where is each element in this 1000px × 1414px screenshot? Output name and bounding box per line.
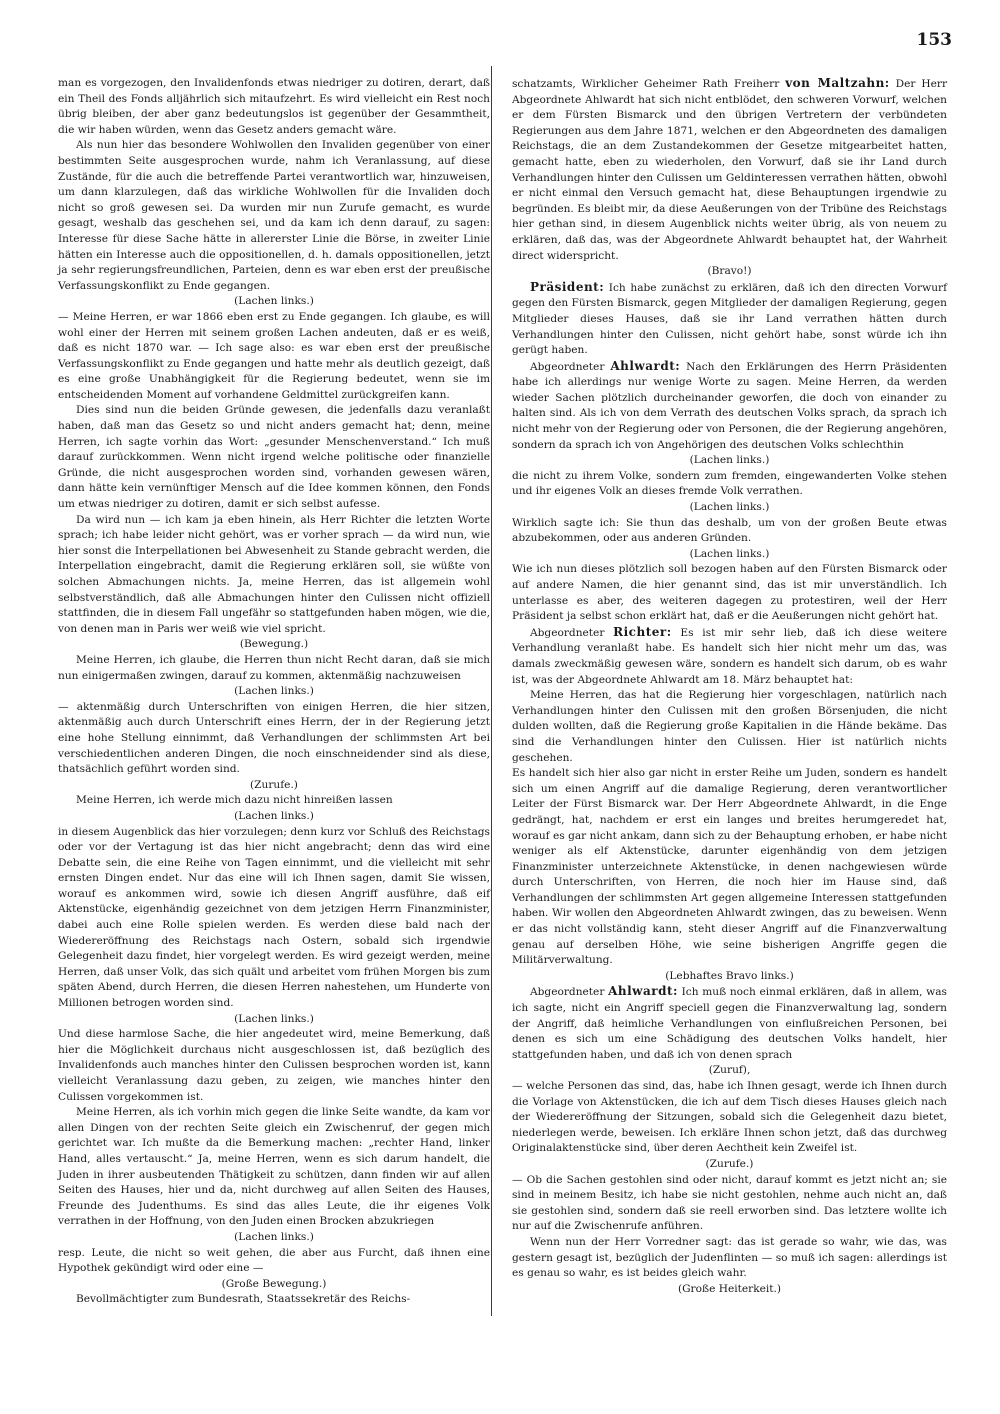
speaker-prefix: Abgeordneter	[530, 360, 611, 373]
paragraph	[512, 76, 947, 264]
interjection: (Lachen links.)	[689, 547, 770, 560]
interjection: (Lachen links.)	[234, 809, 314, 822]
paragraph: Dies sind nun die beiden Gründe gewesen, die jedenfalls dazu veranlaßt haben, daß man das Gesetz so und nicht anders gemacht hat; denn, meine Herren, ich sagte vorhin das Wort: „gesunder Menschenverstand.“ Ich muß darauf zurückkommen. Wenn nicht irgend welche politische oder finanzielle Gründe, die nicht ausgesprochen worden sind, vorhanden gewesen wären, dann hätte kein vernünftiger Mensch auf die Idee kommen können, den Fonds um etwas niedriger zu dotiren, damit er sich selbst aufesse.	[58, 404, 490, 511]
paragraph: die nicht zu ihrem Volke, sondern zum fremden, eingewanderten Volke stehen und ihr eigenes Volk an dieses fremde Volk verrathen.	[512, 469, 947, 498]
paragraph: Wenn nun der Herr Vorredner sagt: das ist gerade so wahr, wie das, was gestern gesagt ist, bezüglich der Judenflinten — so muß ich sagen: allerdings ist es genau so wahr, es ist beides gleich wahr.	[512, 1235, 947, 1280]
paragraph	[512, 625, 947, 688]
paragraph: — Meine Herren, er war 1866 eben erst zu Ende gegangen. Ich glaube, es will wohl einer der Herren mit seinem großen Lachen andeuten, daß er es weiß, daß es nicht 1870 war. — Ich sage also: es war eben erst der preußische Verfassungskonflikt zu Ende gegangen und hatte mehr als deutlich gezeigt, daß es eine große Unabhängigkeit für die Regierung bedeutet, wenn sie im entscheidenden Moment auf vorhandene Geldmittel zurückgreifen kann.	[58, 310, 490, 401]
interjection: (Lachen links.)	[234, 1230, 314, 1243]
speaker-name: Richter:	[613, 624, 672, 639]
paragraph	[512, 984, 947, 1063]
right-column	[512, 76, 947, 1297]
interjection: (Lachen links.)	[689, 501, 770, 514]
paragraph: Meine Herren, ich werde mich dazu nicht hinreißen lassen	[76, 794, 393, 807]
speech-text: Ich muß noch einmal erklären, daß in allem, was ich sagte, nicht ein Angriff speciell gegen die Finanzverwaltung lag, sondern der Angriff, daß heimliche Verhandlungen von einflußreichen Personen, bei denen es sich um eine Schädigung des deutschen Volks handelt, hier stattgefunden haben, und daß ich von denen sprach	[512, 986, 947, 1061]
interjection: (Zurufe.)	[250, 778, 298, 791]
paragraph: Bevollmächtigter zum Bundesrath, Staatssekretär des Reichs-	[76, 1293, 411, 1306]
interjection: (Zurufe.)	[705, 1157, 754, 1170]
speech-text: Nach den Erklärungen des Herrn Präsidenten habe ich allerdings nur wenige Worte zu sagen. Meine Herren, da werden wieder Sachen plötzlich durcheinander geworfen, die doch von einander zu halten sind. Als ich von dem Verrath des deutschen Volks sprach, da sprach ich nicht mehr von der Regierung oder von Personen, die der Regierung angehören, sondern da sprach ich von Angehörigen des deutschen Volks schlechthin	[512, 360, 947, 451]
interjection: (Lachen links.)	[234, 1012, 314, 1025]
page-number: 153	[916, 30, 952, 50]
speaker-prefix: Abgeordneter	[530, 626, 614, 639]
paragraph: in diesem Augenblick das hier vorzulegen; denn kurz vor Schluß des Reichstags oder vor der Vertagung ist das hier nicht angebracht; denn das wird eine Debatte sein, die eine Reihe von Tagen einnimmt, und die vielleicht mit sehr ernsten Dingen endet. Nur das eine will ich Ihnen sagen, damit Sie wissen, worauf es ankommen wird, sowie ich diesen Angriff ausführe, daß eif Aktenstücke, eigenhändig gezeichnet von dem jetzigen Herrn Finanzminister, dabei auch eine Rolle spielen werden. Es werden diese bald nach der Wiedereröffnung des Reichstags nach Ostern, sobald sich irgendwie Gelegenheit dazu findet, hier vorgelegt werden. Es wird gezeigt werden, meine Herren, daß unser Volk, das sich quält und arbeitet vom frühen Morgen bis zum späten Abend, durch Herren, die diesen Herren nahestehen, um Hunderte von Millionen betrogen worden sind.	[58, 825, 490, 1010]
speaker-prefix: Abgeordneter	[530, 986, 609, 999]
interjection: (Lachen links.)	[234, 685, 314, 698]
interjection: (Zuruf),	[708, 1064, 751, 1077]
left-column	[58, 76, 490, 1308]
interjection: (Lachen links.)	[234, 295, 314, 308]
interjection: (Bewegung.)	[239, 638, 309, 651]
speaker-name: Ahlwardt:	[610, 358, 681, 373]
interjection: (Lachen links.)	[689, 454, 770, 467]
paragraph: resp. Leute, die nicht so weit gehen, die aber aus Furcht, daß ihnen eine Hypothek gekündigt wird oder eine —	[58, 1246, 490, 1275]
speech-text: Es ist mir sehr lieb, daß ich diese weitere Verhandlung veranlaßt habe. Es handelt sich hier nicht mehr um das, was damals zweckmäßig gewesen wäre, sondern es handelt sich darum, ob es wahr ist, was der Abgeordnete Ahlwardt am 18. März behauptet hat:	[512, 626, 947, 686]
paragraph: — Ob die Sachen gestohlen sind oder nicht, darauf kommt es jetzt nicht an; sie sind in meinem Besitz, ich habe sie nicht gestohlen, nehme auch nicht an, daß sie gestohlen sind, sondern daß sie reell erworben sind. Das letztere wollte ich nur auf die Zwischenrufe anführen.	[512, 1173, 947, 1233]
paragraph	[512, 280, 947, 359]
speaker-name: von Maltzahn:	[785, 76, 890, 90]
paragraph: Meine Herren, ich glaube, die Herren thun nicht Recht daran, daß sie mich nun einigermaßen zwingen, darauf zu kommen, aktenmäßig nachzuweisen	[58, 653, 490, 682]
paragraph: — aktenmäßig durch Unterschriften von einigen Herren, die hier sitzen, aktenmäßig auch durch Unterschrift eines Herrn, der in der Regierung jetzt eine hohe Stellung einnimmt, daß Verhandlungen der schlimmsten Art bei verschiedentlichen anderen Dingen, die noch einschneidender sind als diese, thatsächlich geführt worden sind.	[58, 700, 490, 776]
speech-text: Ich habe zunächst zu erklären, daß ich den directen Vorwurf gegen den Fürsten Bismarck, gegen Mitglieder der damaligen Regierung, gegen Mitglieder dieses Hauses, daß sie ihr Land verrathen hätten durch Verhandlungen hinter den Culissen, nicht gehört habe, sonst würde ich ihn gerügt haben.	[512, 281, 947, 357]
paragraph: Wie ich nun dieses plötzlich soll bezogen haben auf den Fürsten Bismarck oder auf andere Namen, die hier genannt sind, das ist mir unverständlich. Ich unterlasse es aber, des weiteren dagegen zu protestiren, weil der Herr Präsident ja selbst schon erklärt hat, daß er die Aeußerungen nicht gehört hat.	[512, 563, 947, 623]
paragraph	[512, 359, 947, 454]
speech-text: Der Herr Abgeordnete Ahlwardt hat sich nicht entblödet, den schweren Vorwurf, welchen er dem Fürsten Bismarck und den übrigen Vertretern der verbündeten Regierungen aus dem Jahre 1871, welchen er den Abgeordneten des damaligen Reichstags, die an dem Zustandekommen der Gesetze mitgearbeitet hatten, gemacht hatte, eben zu wiederholen, den Vorwurf, daß sie ihr Land durch Verhandlungen hinter den Culissen um Geldinteressen verrathen hätten, obwohl er nicht einmal den Versuch gemacht hat, diese Behauptungen irgendwie zu begründen. Es bleibt mir, da diese Aeußerungen von der Tribüne des Reichstags hier gethan sind, in diesem Augenblick nichts weiter übrig, als von neuem zu erklären, daß das, was der Abgeordnete Ahlwardt behauptet hat, der Wahrheit direct widerspricht.	[512, 78, 948, 262]
paragraph: Als nun hier das besondere Wohlwollen den Invaliden gegenüber von einer bestimmten Seite ausgesprochen wurde, nahm ich Veranlassung, auf diese Zustände, für die auch die betreffende Partei verantwortlich war, hinzuweisen, um dann klarzulegen, daß das wirkliche Wohlwollen für die Invaliden doch nicht so groß gewesen sei. Da wurden mir nun Zurufe gemacht, es wurde gesagt, weshalb das geschehen sei, und da kam ich denn darauf, zu sagen: Interesse für diese Sache hätte in allererster Linie die Börse, in zweiter Linie hätten ein Interesse auch die oppositionellen, d. h. damals oppositionellen, jetzt ja sehr regierungsfreundlichen, Parteien, denn es war eben erst der preußische Verfassungskonflikt zu Ende gegangen.	[58, 139, 490, 292]
paragraph: Da wird nun — ich kam ja eben hinein, als Herr Richter die letzten Worte sprach; ich habe leider nicht gehört, was er vorher sprach — da wird nun, wie hier sonst die Interpellationen bei Abwesenheit zu Stande gebracht werden, die Interpellation eingebracht, damit die Regierung erklären soll, sie wüßte von solchen Abmachungen nichts. Ja, meine Herren, das ist allgemein wohl selbstverständlich, daß alle Abmachungen hinter den Culissen nicht offiziell stattfinden, die in diesem Fall ungefähr so stattgefunden haben mögen, wie die, von denen man in Paris wer weiß wie viel spricht.	[58, 513, 490, 635]
paragraph: man es vorgezogen, den Invalidenfonds etwas niedriger zu dotiren, derart, daß ein Theil des Fonds alljährlich sich mitaufzehrt. Es wird vielleicht ein Rest noch übrig bleiben, der aber ganz bedeutungslos ist gegenüber der Gesammtheit, die wir haben würden, wenn das Gesetz anders gemacht wäre.	[58, 77, 490, 136]
paragraph: Wirklich sagte ich: Sie thun das deshalb, um von der großen Beute etwas abzubekommen, oder aus anderen Gründen.	[512, 516, 947, 545]
speaker-name: Ahlwardt:	[608, 984, 678, 999]
speaker-prefix: schatzamts, Wirklicher Geheimer Rath Freiherr	[512, 78, 786, 90]
paragraph: Es handelt sich hier also gar nicht in erster Reihe um Juden, sondern es handelt sich um einen Angriff auf die damalige Regierung, deren verantwortlicher Leiter der Fürst Bismarck war. Der Herr Abgeordnete Ahlwardt, in die Enge gedrängt, hat, nachdem er erst ein langes und breites herumgeredet hat, worauf es gar nicht ankam, dann sich zu der Behauptung erhoben, er habe nicht weniger als elf Aktenstücke, darunter eigenhändig von dem jetzigen Finanzminister unterzeichnete Aktenstücke, in denen nachgewiesen würde durch Unterschriften, von Herren, die noch hier im Hause sind, daß Verhandlungen der schlimmsten Art gegen allgemeine Interessen stattgefunden haben. Wir wollen den Abgeordneten Ahlwardt zwingen, das zu beweisen. Wenn er das nicht vollständig kann, steht dieser Angriff auf die Finanzverwaltung genau auf derselben Höhe, wie seine bisherigen Angriffe gegen die Militärverwaltung.	[512, 767, 947, 967]
interjection: (Große Heiterkeit.)	[677, 1282, 782, 1295]
speaker-name: Präsident:	[530, 279, 605, 294]
interjection: (Bravo!)	[707, 265, 752, 278]
interjection: (Lebhaftes Bravo links.)	[665, 969, 794, 982]
paragraph: Meine Herren, das hat die Regierung hier vorgeschlagen, natürlich nach Verhandlungen hinter den Culissen mit den großen Börsenjuden, die nicht dulden wollten, daß die Regierung große Kapitalien in die Hände bekäme. Das sind die Verhandlungen hinter den Culissen. Hier ist natürlich nichts geschehen.	[512, 689, 947, 764]
column-divider	[491, 66, 492, 1316]
paragraph: — welche Personen das sind, das, habe ich Ihnen gesagt, werde ich Ihnen durch die Vorlage von Aktenstücken, die ich auf dem Tisch dieses Hauses gleich nach der Wiedereröffnung der Sitzungen, sobald sich die Gelegenheit dazu bietet, niederlegen werde, beweisen. Ich erkläre Ihnen schon jetzt, daß das durchweg Originalaktenstücke sind, über deren Aechtheit kein Zweifel ist.	[512, 1080, 947, 1155]
paragraph: Meine Herren, als ich vorhin mich gegen die linke Seite wandte, da kam vor allen Dingen von der rechten Seite gleich ein Zwischenruf, der gegen mich gerichtet war. Ich mußte da die Bemerkung machen: „rechter Hand, linker Hand, alles vertauscht.“ Ja, meine Herren, wenn es sich darum handelt, die Juden in ihrer ausbeutenden Thätigkeit zu schützen, dann finden wir auf allen Seiten des Hauses, hier und da, nicht durchweg auf allen Seiten des Hauses, Freunde des Judenthums. Es sind das alles Leute, die ihr eigenes Volk verrathen in der Hoffnung, von den Juden einen Brocken abzukriegen	[58, 1106, 490, 1228]
paragraph: Und diese harmlose Sache, die hier angedeutet wird, meine Bemerkung, daß hier die Möglichkeit durchaus nicht ausgeschlossen ist, daß bezüglich des Invalidenfonds auch manches hinter den Culissen besprochen worden ist, kann vielleicht Veranlassung dazu geben, zu zeigen, wie manches hinter den Culissen vorgekommen ist.	[58, 1028, 490, 1103]
interjection: (Große Bewegung.)	[221, 1277, 327, 1290]
